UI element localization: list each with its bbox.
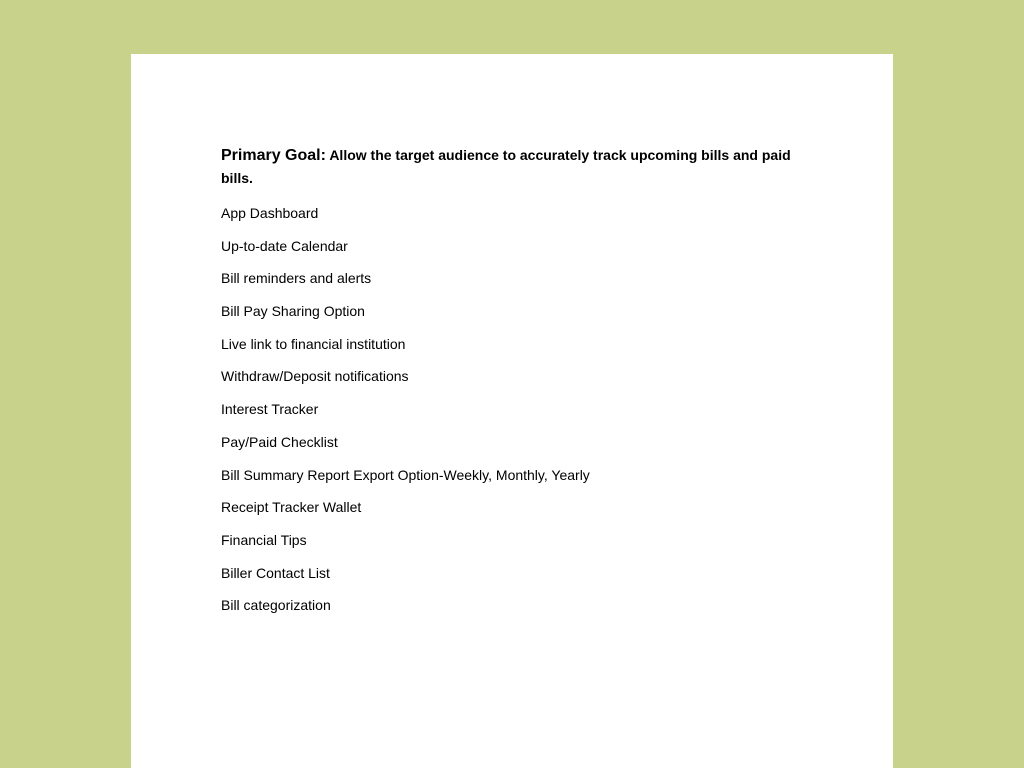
feature-item: Interest Tracker — [221, 401, 319, 418]
primary-goal-label: Primary Goal: — [221, 147, 326, 164]
feature-item: Receipt Tracker Wallet — [221, 499, 362, 516]
feature-item: Pay/Paid Checklist — [221, 433, 338, 450]
feature-item: Bill Summary Report Export Option-Weekly, Monthly, Yearly — [221, 466, 590, 483]
feature-item: Financial Tips — [221, 531, 307, 548]
document-page — [131, 54, 893, 768]
primary-goal-text: Allow the target audience to accurately track upcoming bills and paid bills. — [221, 147, 791, 186]
feature-item: Bill Pay Sharing Option — [221, 303, 365, 320]
feature-item: Withdraw/Deposit notifications — [221, 368, 409, 385]
primary-goal — [221, 144, 821, 189]
feature-item: Bill reminders and alerts — [221, 270, 372, 287]
document-content — [221, 144, 821, 613]
feature-item: Live link to financial institution — [221, 335, 406, 352]
feature-item: Biller Contact List — [221, 564, 330, 581]
feature-item: Up-to-date Calendar — [221, 237, 348, 254]
feature-item: App Dashboard — [221, 205, 319, 221]
feature-item: Bill categorization — [221, 597, 331, 614]
feature-list — [221, 205, 821, 613]
